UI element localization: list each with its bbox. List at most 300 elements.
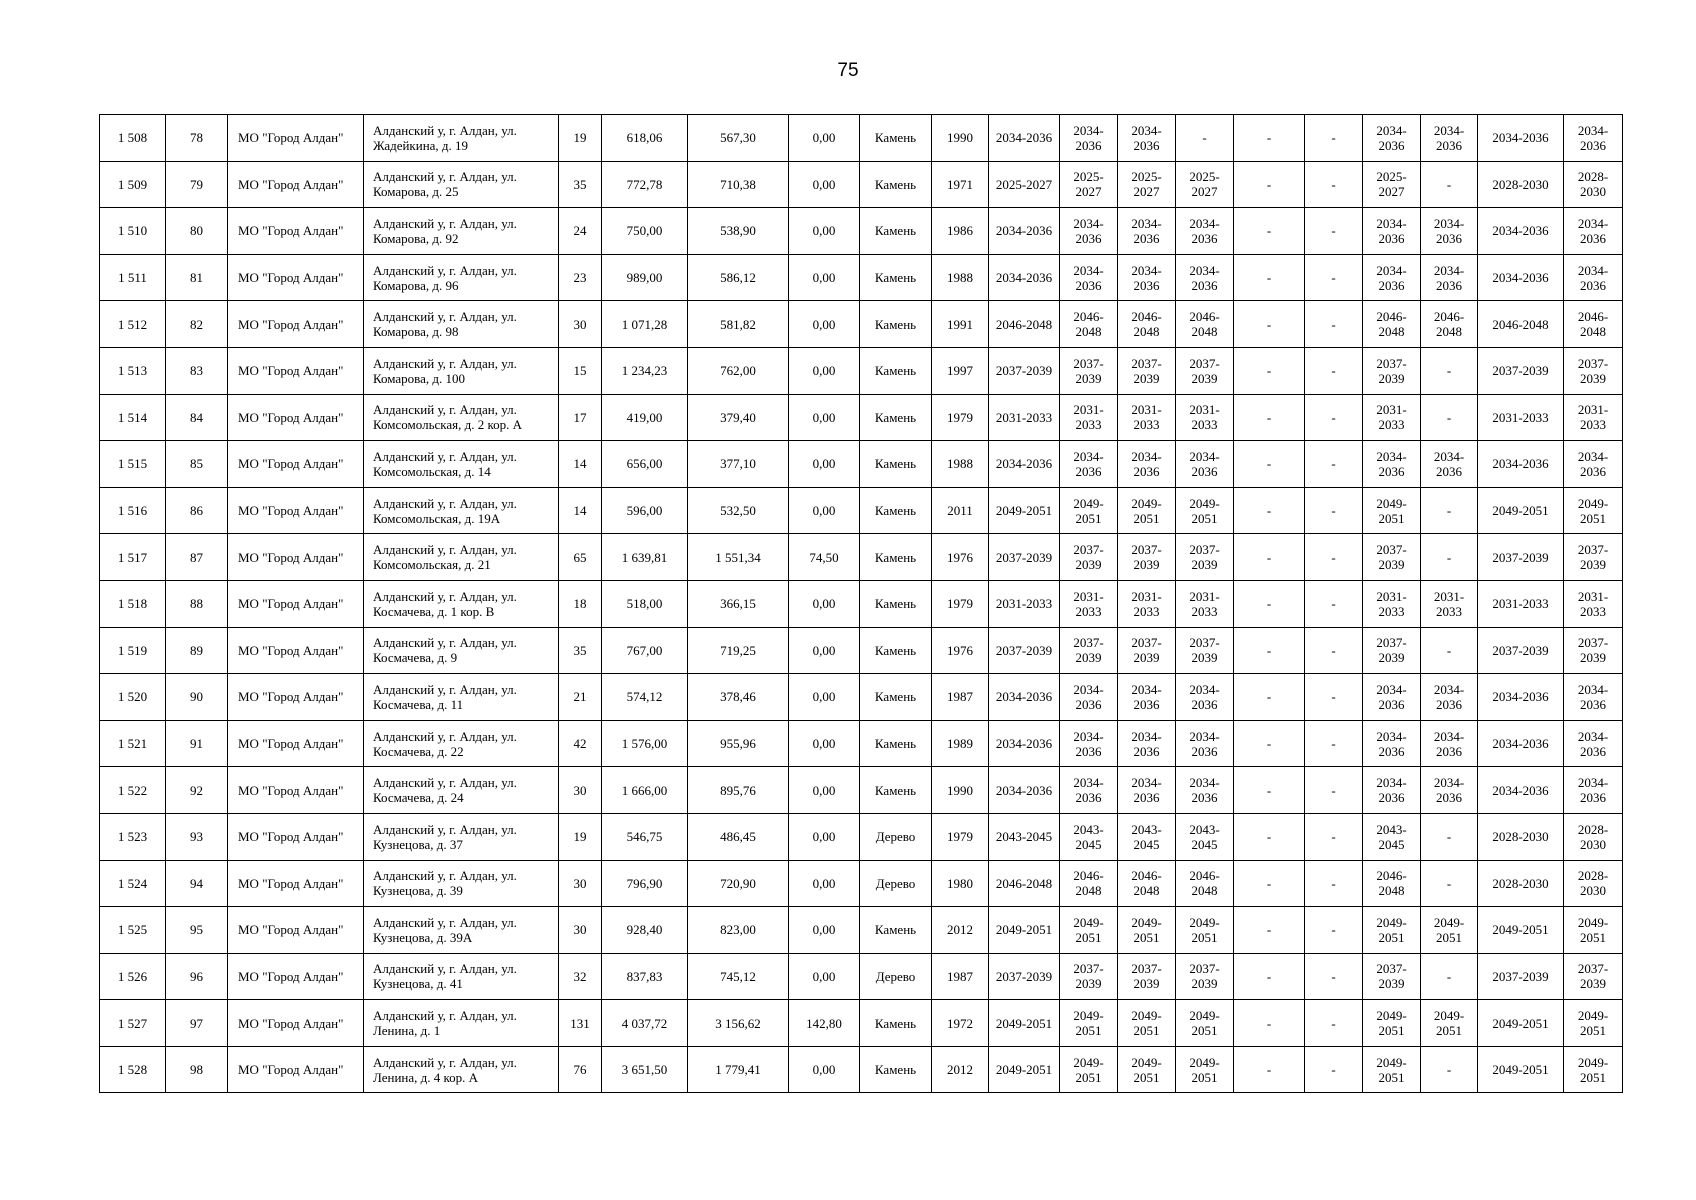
- cell-year-built: 1976: [932, 534, 989, 581]
- cell-period-3: 2034-2036: [1118, 767, 1176, 814]
- cell-living-area: 762,00: [688, 347, 789, 394]
- cell-period-4: 2049-2051: [1176, 907, 1234, 954]
- cell-non-residential-area: 0,00: [789, 254, 860, 301]
- cell-local-number: 87: [166, 534, 228, 581]
- cell-local-number: 81: [166, 254, 228, 301]
- cell-period-4: 2037-2039: [1176, 347, 1234, 394]
- cell-period-4: 2031-2033: [1176, 394, 1234, 441]
- cell-non-residential-area: 0,00: [789, 441, 860, 488]
- cell-period-7: 2034-2036: [1363, 441, 1421, 488]
- cell-period-10: 2037-2039: [1564, 953, 1623, 1000]
- cell-period-10: 2034-2036: [1564, 674, 1623, 721]
- cell-local-number: 84: [166, 394, 228, 441]
- cell-period-10: 2028-2030: [1564, 860, 1623, 907]
- cell-year-built: 2011: [932, 487, 989, 534]
- cell-wall-material: Камень: [860, 627, 932, 674]
- table-row: [100, 441, 1623, 488]
- cell-period-2: 2037-2039: [1060, 627, 1118, 674]
- cell-period-1: 2034-2036: [989, 720, 1060, 767]
- cell-period-6: -: [1305, 860, 1363, 907]
- cell-period-5: -: [1234, 674, 1305, 721]
- cell-apartments: 32: [559, 953, 602, 1000]
- table-row: [100, 627, 1623, 674]
- cell-apartments: 30: [559, 860, 602, 907]
- table-row: [100, 161, 1623, 208]
- cell-year-built: 2012: [932, 907, 989, 954]
- cell-period-7: 2037-2039: [1363, 953, 1421, 1000]
- cell-period-2: 2046-2048: [1060, 860, 1118, 907]
- cell-living-area: 3 156,62: [688, 1000, 789, 1047]
- cell-local-number: 78: [166, 115, 228, 162]
- cell-year-built: 1979: [932, 394, 989, 441]
- cell-living-area: 719,25: [688, 627, 789, 674]
- cell-row-number: 1 520: [100, 674, 166, 721]
- cell-period-10: 2034-2036: [1564, 254, 1623, 301]
- cell-period-5: -: [1234, 627, 1305, 674]
- cell-period-7: 2046-2048: [1363, 301, 1421, 348]
- cell-local-number: 85: [166, 441, 228, 488]
- cell-period-2: 2037-2039: [1060, 953, 1118, 1000]
- cell-local-number: 98: [166, 1046, 228, 1093]
- cell-address: Алданский у, г. Алдан, ул. Жадейкина, д. 19: [364, 115, 559, 162]
- cell-period-3: 2037-2039: [1118, 953, 1176, 1000]
- cell-period-4: 2037-2039: [1176, 534, 1234, 581]
- cell-municipality: МО "Город Алдан": [228, 580, 364, 627]
- cell-municipality: МО "Город Алдан": [228, 674, 364, 721]
- cell-wall-material: Камень: [860, 441, 932, 488]
- cell-apartments: 76: [559, 1046, 602, 1093]
- cell-period-10: 2049-2051: [1564, 487, 1623, 534]
- cell-wall-material: Дерево: [860, 813, 932, 860]
- cell-non-residential-area: 0,00: [789, 953, 860, 1000]
- cell-period-6: -: [1305, 254, 1363, 301]
- cell-period-2: 2049-2051: [1060, 1046, 1118, 1093]
- cell-apartments: 17: [559, 394, 602, 441]
- cell-year-built: 1979: [932, 813, 989, 860]
- cell-municipality: МО "Город Алдан": [228, 208, 364, 255]
- cell-period-8: 2034-2036: [1421, 767, 1478, 814]
- cell-period-2: 2037-2039: [1060, 347, 1118, 394]
- cell-total-area: 1 666,00: [602, 767, 688, 814]
- cell-total-area: 837,83: [602, 953, 688, 1000]
- cell-period-3: 2049-2051: [1118, 487, 1176, 534]
- cell-row-number: 1 518: [100, 580, 166, 627]
- cell-period-9: 2049-2051: [1478, 1000, 1564, 1047]
- cell-period-10: 2031-2033: [1564, 580, 1623, 627]
- cell-address: Алданский у, г. Алдан, ул. Комарова, д. 100: [364, 347, 559, 394]
- cell-living-area: 955,96: [688, 720, 789, 767]
- cell-period-6: -: [1305, 208, 1363, 255]
- table-row: [100, 953, 1623, 1000]
- cell-period-1: 2046-2048: [989, 301, 1060, 348]
- cell-period-3: 2037-2039: [1118, 627, 1176, 674]
- cell-period-5: -: [1234, 394, 1305, 441]
- cell-total-area: 4 037,72: [602, 1000, 688, 1047]
- cell-address: Алданский у, г. Алдан, ул. Ленина, д. 4 кор. А: [364, 1046, 559, 1093]
- cell-period-5: -: [1234, 441, 1305, 488]
- cell-period-4: 2034-2036: [1176, 674, 1234, 721]
- cell-row-number: 1 511: [100, 254, 166, 301]
- cell-period-6: -: [1305, 1000, 1363, 1047]
- cell-period-10: 2049-2051: [1564, 1046, 1623, 1093]
- cell-municipality: МО "Город Алдан": [228, 115, 364, 162]
- cell-living-area: 720,90: [688, 860, 789, 907]
- cell-period-10: 2028-2030: [1564, 161, 1623, 208]
- table-row: [100, 674, 1623, 721]
- cell-total-area: 1 576,00: [602, 720, 688, 767]
- cell-wall-material: Камень: [860, 208, 932, 255]
- cell-period-2: 2034-2036: [1060, 720, 1118, 767]
- cell-living-area: 895,76: [688, 767, 789, 814]
- cell-period-1: 2034-2036: [989, 674, 1060, 721]
- cell-municipality: МО "Город Алдан": [228, 347, 364, 394]
- cell-period-2: 2034-2036: [1060, 674, 1118, 721]
- cell-period-8: -: [1421, 813, 1478, 860]
- cell-wall-material: Камень: [860, 115, 932, 162]
- table-row: [100, 254, 1623, 301]
- cell-period-9: 2034-2036: [1478, 254, 1564, 301]
- cell-period-9: 2034-2036: [1478, 115, 1564, 162]
- cell-address: Алданский у, г. Алдан, ул. Кузнецова, д. 39: [364, 860, 559, 907]
- cell-period-8: 2034-2036: [1421, 254, 1478, 301]
- table-row: [100, 487, 1623, 534]
- cell-apartments: 23: [559, 254, 602, 301]
- cell-municipality: МО "Город Алдан": [228, 627, 364, 674]
- cell-local-number: 80: [166, 208, 228, 255]
- cell-wall-material: Дерево: [860, 860, 932, 907]
- cell-apartments: 24: [559, 208, 602, 255]
- table-row: [100, 860, 1623, 907]
- table-row: [100, 301, 1623, 348]
- cell-non-residential-area: 74,50: [789, 534, 860, 581]
- cell-period-7: 2034-2036: [1363, 674, 1421, 721]
- cell-non-residential-area: 142,80: [789, 1000, 860, 1047]
- cell-living-area: 378,46: [688, 674, 789, 721]
- cell-address: Алданский у, г. Алдан, ул. Космачева, д. 1 кор. В: [364, 580, 559, 627]
- cell-period-5: -: [1234, 1046, 1305, 1093]
- cell-period-3: 2031-2033: [1118, 580, 1176, 627]
- cell-period-5: -: [1234, 254, 1305, 301]
- cell-local-number: 83: [166, 347, 228, 394]
- cell-period-8: 2031-2033: [1421, 580, 1478, 627]
- cell-period-3: 2031-2033: [1118, 394, 1176, 441]
- cell-period-9: 2037-2039: [1478, 347, 1564, 394]
- cell-period-8: 2034-2036: [1421, 208, 1478, 255]
- cell-apartments: 131: [559, 1000, 602, 1047]
- cell-living-area: 1 779,41: [688, 1046, 789, 1093]
- cell-period-8: -: [1421, 860, 1478, 907]
- cell-period-6: -: [1305, 720, 1363, 767]
- cell-period-9: 2028-2030: [1478, 161, 1564, 208]
- cell-period-4: 2037-2039: [1176, 627, 1234, 674]
- cell-period-8: -: [1421, 161, 1478, 208]
- cell-total-area: 772,78: [602, 161, 688, 208]
- table-row: [100, 580, 1623, 627]
- cell-period-1: 2034-2036: [989, 441, 1060, 488]
- cell-period-6: -: [1305, 441, 1363, 488]
- cell-period-8: 2034-2036: [1421, 115, 1478, 162]
- cell-period-2: 2034-2036: [1060, 441, 1118, 488]
- cell-period-5: -: [1234, 580, 1305, 627]
- cell-period-1: 2049-2051: [989, 907, 1060, 954]
- cell-row-number: 1 521: [100, 720, 166, 767]
- cell-row-number: 1 515: [100, 441, 166, 488]
- cell-period-4: 2034-2036: [1176, 767, 1234, 814]
- cell-total-area: 767,00: [602, 627, 688, 674]
- cell-local-number: 88: [166, 580, 228, 627]
- cell-period-2: 2034-2036: [1060, 254, 1118, 301]
- cell-period-4: 2046-2048: [1176, 860, 1234, 907]
- cell-non-residential-area: 0,00: [789, 720, 860, 767]
- cell-year-built: 1980: [932, 860, 989, 907]
- cell-period-4: 2034-2036: [1176, 441, 1234, 488]
- cell-period-7: 2025-2027: [1363, 161, 1421, 208]
- cell-period-9: 2046-2048: [1478, 301, 1564, 348]
- table-row: [100, 347, 1623, 394]
- cell-living-area: 586,12: [688, 254, 789, 301]
- cell-period-5: -: [1234, 813, 1305, 860]
- cell-local-number: 82: [166, 301, 228, 348]
- cell-period-1: 2049-2051: [989, 1046, 1060, 1093]
- cell-period-2: 2034-2036: [1060, 767, 1118, 814]
- cell-total-area: 1 234,23: [602, 347, 688, 394]
- cell-period-7: 2037-2039: [1363, 534, 1421, 581]
- cell-apartments: 19: [559, 115, 602, 162]
- cell-wall-material: Камень: [860, 580, 932, 627]
- cell-period-7: 2037-2039: [1363, 347, 1421, 394]
- cell-period-10: 2028-2030: [1564, 813, 1623, 860]
- cell-total-area: 546,75: [602, 813, 688, 860]
- cell-total-area: 3 651,50: [602, 1046, 688, 1093]
- cell-wall-material: Камень: [860, 487, 932, 534]
- cell-living-area: 532,50: [688, 487, 789, 534]
- cell-year-built: 1997: [932, 347, 989, 394]
- cell-non-residential-area: 0,00: [789, 907, 860, 954]
- cell-period-4: 2031-2033: [1176, 580, 1234, 627]
- cell-row-number: 1 510: [100, 208, 166, 255]
- cell-period-1: 2034-2036: [989, 208, 1060, 255]
- cell-living-area: 377,10: [688, 441, 789, 488]
- cell-period-10: 2037-2039: [1564, 627, 1623, 674]
- cell-municipality: МО "Город Алдан": [228, 254, 364, 301]
- cell-period-1: 2025-2027: [989, 161, 1060, 208]
- cell-period-4: 2034-2036: [1176, 720, 1234, 767]
- cell-period-3: 2037-2039: [1118, 347, 1176, 394]
- cell-address: Алданский у, г. Алдан, ул. Комсомольская, д. 14: [364, 441, 559, 488]
- cell-address: Алданский у, г. Алдан, ул. Комарова, д. 98: [364, 301, 559, 348]
- cell-year-built: 1987: [932, 953, 989, 1000]
- cell-period-8: -: [1421, 1046, 1478, 1093]
- cell-period-5: -: [1234, 534, 1305, 581]
- cell-living-area: 379,40: [688, 394, 789, 441]
- table-body: [100, 115, 1623, 1093]
- cell-row-number: 1 519: [100, 627, 166, 674]
- cell-period-8: -: [1421, 347, 1478, 394]
- cell-period-4: 2034-2036: [1176, 254, 1234, 301]
- cell-period-8: -: [1421, 534, 1478, 581]
- cell-municipality: МО "Город Алдан": [228, 813, 364, 860]
- cell-apartments: 19: [559, 813, 602, 860]
- cell-period-7: 2034-2036: [1363, 720, 1421, 767]
- cell-period-4: 2043-2045: [1176, 813, 1234, 860]
- cell-period-3: 2046-2048: [1118, 860, 1176, 907]
- cell-period-4: -: [1176, 115, 1234, 162]
- cell-period-5: -: [1234, 208, 1305, 255]
- cell-period-8: -: [1421, 394, 1478, 441]
- cell-period-3: 2043-2045: [1118, 813, 1176, 860]
- cell-local-number: 90: [166, 674, 228, 721]
- cell-period-6: -: [1305, 301, 1363, 348]
- cell-row-number: 1 509: [100, 161, 166, 208]
- cell-non-residential-area: 0,00: [789, 161, 860, 208]
- cell-period-6: -: [1305, 907, 1363, 954]
- cell-living-area: 1 551,34: [688, 534, 789, 581]
- cell-period-9: 2037-2039: [1478, 534, 1564, 581]
- table-row: [100, 534, 1623, 581]
- cell-period-2: 2049-2051: [1060, 487, 1118, 534]
- cell-wall-material: Камень: [860, 1000, 932, 1047]
- cell-total-area: 518,00: [602, 580, 688, 627]
- cell-total-area: 656,00: [602, 441, 688, 488]
- cell-period-10: 2049-2051: [1564, 1000, 1623, 1047]
- cell-total-area: 618,06: [602, 115, 688, 162]
- cell-apartments: 30: [559, 301, 602, 348]
- cell-period-1: 2037-2039: [989, 627, 1060, 674]
- cell-period-9: 2049-2051: [1478, 1046, 1564, 1093]
- cell-period-7: 2043-2045: [1363, 813, 1421, 860]
- cell-local-number: 92: [166, 767, 228, 814]
- cell-period-2: 2034-2036: [1060, 208, 1118, 255]
- cell-period-6: -: [1305, 674, 1363, 721]
- cell-period-8: -: [1421, 487, 1478, 534]
- cell-period-1: 2037-2039: [989, 534, 1060, 581]
- cell-year-built: 1990: [932, 767, 989, 814]
- cell-address: Алданский у, г. Алдан, ул. Кузнецова, д. 41: [364, 953, 559, 1000]
- cell-period-8: 2034-2036: [1421, 441, 1478, 488]
- cell-period-5: -: [1234, 347, 1305, 394]
- cell-non-residential-area: 0,00: [789, 1046, 860, 1093]
- cell-period-1: 2034-2036: [989, 254, 1060, 301]
- cell-year-built: 1986: [932, 208, 989, 255]
- cell-period-1: 2034-2036: [989, 115, 1060, 162]
- cell-living-area: 745,12: [688, 953, 789, 1000]
- cell-living-area: 567,30: [688, 115, 789, 162]
- cell-period-1: 2037-2039: [989, 347, 1060, 394]
- cell-period-5: -: [1234, 301, 1305, 348]
- cell-period-3: 2049-2051: [1118, 1046, 1176, 1093]
- cell-address: Алданский у, г. Алдан, ул. Кузнецова, д. 37: [364, 813, 559, 860]
- cell-period-4: 2025-2027: [1176, 161, 1234, 208]
- cell-period-3: 2049-2051: [1118, 1000, 1176, 1047]
- cell-apartments: 14: [559, 487, 602, 534]
- cell-period-10: 2034-2036: [1564, 720, 1623, 767]
- cell-year-built: 1987: [932, 674, 989, 721]
- cell-period-3: 2046-2048: [1118, 301, 1176, 348]
- cell-period-1: 2043-2045: [989, 813, 1060, 860]
- cell-period-9: 2037-2039: [1478, 953, 1564, 1000]
- cell-period-5: -: [1234, 161, 1305, 208]
- cell-total-area: 750,00: [602, 208, 688, 255]
- cell-period-2: 2043-2045: [1060, 813, 1118, 860]
- cell-address: Алданский у, г. Алдан, ул. Космачева, д. 24: [364, 767, 559, 814]
- table-row: [100, 767, 1623, 814]
- cell-wall-material: Камень: [860, 907, 932, 954]
- table-row: [100, 1000, 1623, 1047]
- cell-period-10: 2037-2039: [1564, 534, 1623, 581]
- cell-year-built: 1979: [932, 580, 989, 627]
- cell-total-area: 574,12: [602, 674, 688, 721]
- cell-period-7: 2034-2036: [1363, 208, 1421, 255]
- cell-period-2: 2049-2051: [1060, 1000, 1118, 1047]
- cell-period-2: 2049-2051: [1060, 907, 1118, 954]
- cell-period-10: 2049-2051: [1564, 907, 1623, 954]
- cell-wall-material: Камень: [860, 394, 932, 441]
- cell-period-1: 2031-2033: [989, 580, 1060, 627]
- table-row: [100, 115, 1623, 162]
- cell-wall-material: Камень: [860, 161, 932, 208]
- cell-non-residential-area: 0,00: [789, 347, 860, 394]
- cell-row-number: 1 523: [100, 813, 166, 860]
- cell-municipality: МО "Город Алдан": [228, 161, 364, 208]
- cell-wall-material: Камень: [860, 254, 932, 301]
- table-row: [100, 907, 1623, 954]
- cell-wall-material: Дерево: [860, 953, 932, 1000]
- cell-apartments: 42: [559, 720, 602, 767]
- cell-living-area: 486,45: [688, 813, 789, 860]
- cell-row-number: 1 525: [100, 907, 166, 954]
- cell-period-9: 2028-2030: [1478, 860, 1564, 907]
- cell-row-number: 1 508: [100, 115, 166, 162]
- cell-period-4: 2049-2051: [1176, 1000, 1234, 1047]
- cell-period-5: -: [1234, 720, 1305, 767]
- cell-period-5: -: [1234, 907, 1305, 954]
- cell-period-5: -: [1234, 953, 1305, 1000]
- cell-year-built: 1988: [932, 441, 989, 488]
- cell-period-9: 2049-2051: [1478, 487, 1564, 534]
- cell-year-built: 1971: [932, 161, 989, 208]
- cell-period-10: 2034-2036: [1564, 767, 1623, 814]
- cell-living-area: 538,90: [688, 208, 789, 255]
- cell-period-2: 2031-2033: [1060, 580, 1118, 627]
- cell-period-1: 2037-2039: [989, 953, 1060, 1000]
- cell-period-3: 2034-2036: [1118, 115, 1176, 162]
- cell-period-7: 2049-2051: [1363, 1046, 1421, 1093]
- cell-period-1: 2049-2051: [989, 487, 1060, 534]
- cell-period-10: 2034-2036: [1564, 208, 1623, 255]
- cell-row-number: 1 522: [100, 767, 166, 814]
- cell-period-5: -: [1234, 767, 1305, 814]
- cell-period-6: -: [1305, 347, 1363, 394]
- cell-period-6: -: [1305, 767, 1363, 814]
- cell-period-7: 2031-2033: [1363, 580, 1421, 627]
- cell-wall-material: Камень: [860, 301, 932, 348]
- cell-non-residential-area: 0,00: [789, 674, 860, 721]
- cell-living-area: 581,82: [688, 301, 789, 348]
- cell-municipality: МО "Город Алдан": [228, 953, 364, 1000]
- cell-period-4: 2049-2051: [1176, 487, 1234, 534]
- cell-apartments: 65: [559, 534, 602, 581]
- cell-municipality: МО "Город Алдан": [228, 767, 364, 814]
- cell-wall-material: Камень: [860, 674, 932, 721]
- cell-local-number: 86: [166, 487, 228, 534]
- cell-apartments: 21: [559, 674, 602, 721]
- cell-living-area: 710,38: [688, 161, 789, 208]
- cell-period-9: 2031-2033: [1478, 580, 1564, 627]
- cell-period-5: -: [1234, 115, 1305, 162]
- cell-period-4: 2034-2036: [1176, 208, 1234, 255]
- cell-row-number: 1 524: [100, 860, 166, 907]
- cell-local-number: 95: [166, 907, 228, 954]
